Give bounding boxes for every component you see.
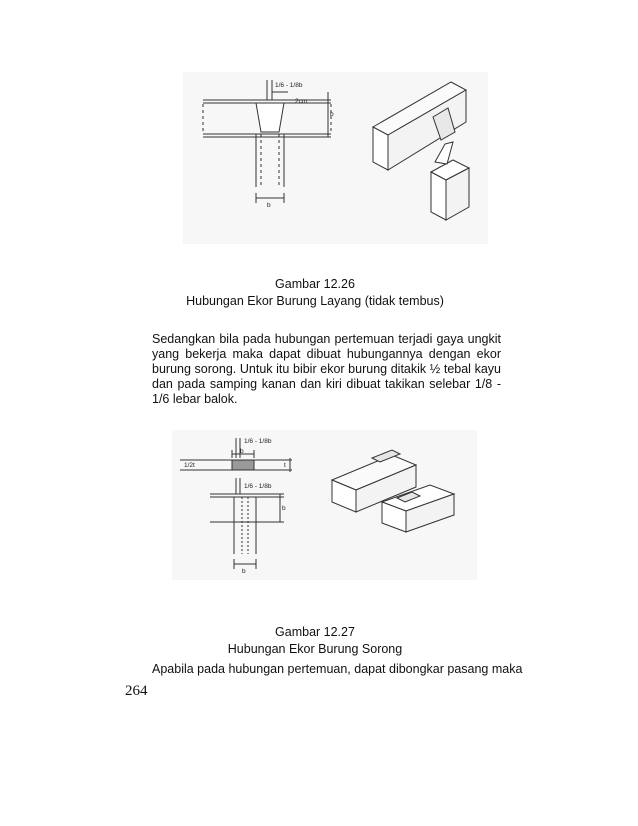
label-gap: 2cm	[295, 98, 308, 105]
label-width: b	[267, 202, 271, 209]
figure-title: Hubungan Ekor Burung Sorong	[227, 642, 403, 656]
figure-12-27	[172, 430, 477, 580]
label-b-top: b	[240, 448, 244, 455]
figure-title: Hubungan Ekor Burung Layang (tidak tembus)	[186, 294, 444, 308]
label-b-bottom: b	[242, 568, 246, 575]
label-half: 1/2t	[184, 462, 195, 469]
label-t: t	[284, 462, 286, 469]
label-ratio: 1/6 - 1/8b	[275, 82, 303, 89]
figure-12-26	[183, 72, 488, 244]
label-height: b	[330, 111, 334, 118]
figure-number: Gambar 12.27	[275, 625, 355, 639]
figure-12-27-caption	[160, 624, 470, 658]
figure-number: Gambar 12.26	[275, 277, 355, 291]
label-ratio-top: 1/6 - 1/8b	[244, 438, 272, 445]
page-number: 264	[125, 683, 148, 699]
label-b-side: b	[282, 505, 286, 512]
figure-12-26-caption	[160, 276, 470, 310]
dovetail-layang-drawing	[183, 72, 488, 244]
label-ratio-bottom: 1/6 - 1/8b	[244, 483, 272, 490]
dovetail-sorong-drawing	[172, 430, 477, 580]
paragraph-2: Apabila pada hubungan pertemuan, dapat dibongkar pasang maka	[152, 662, 523, 676]
paragraph-1: Sedangkan bila pada hubungan pertemuan terjadi gaya ungkit yang bekerja maka dapat dibuat hubungannya dengan ekor burung sorong. Untuk itu bibir ekor burung ditakik ½ tebal kayu dan pada samping kanan dan kiri dibuat takikan selebar 1/8 - 1/6 lebar balok.	[152, 332, 501, 406]
